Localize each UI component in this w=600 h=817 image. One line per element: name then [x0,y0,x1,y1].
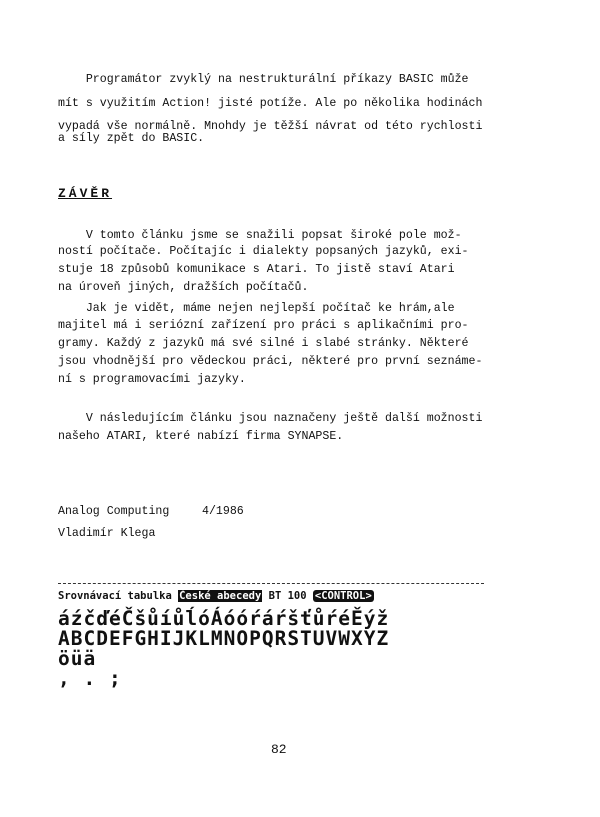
source-magazine: Analog Computing [58,505,170,518]
paragraph-3-line-2: majitel má i seriózní zařízení pro práci s aplikačními pro- [58,319,469,332]
paragraph-3-line-4: jsou vhodnější pro vědeckou práci, některé pro první seznáme- [58,355,483,368]
paragraph-4-line-1: V následujícím článku jsou naznačeny ještě další možnosti [58,412,483,425]
paragraph-1-line-1: Programátor zvyklý na nestrukturální příkazy BASIC může [58,73,469,86]
glyph-row-umlauts: öüä [58,647,97,670]
paragraph-1-line-2: mít s využitím Action! jisté potíže. Ale po několika hodinách [58,97,483,110]
source-author: Vladimír Klega [58,527,156,540]
paragraph-2-line-4: na úroveň jiných, dražších počítačů. [58,281,309,294]
paragraph-3-line-5: ní s programovacími jazyky. [58,373,246,386]
glyph-row-uppercase: ABCDEFGHIJKLMNOPQRSTUVWXYZ [58,627,390,650]
table-caption-inverse: České abecedy [179,590,262,602]
paragraph-4-line-2: našeho ATARI, které nabízí firma SYNAPSE. [58,430,344,443]
control-key-badge: <CONTROL> [314,590,372,602]
source-issue: 4/1986 [202,505,244,518]
paragraph-1-line-4: a síly zpět do BASIC. [58,132,205,145]
table-caption-mid: BT 100 [262,590,313,602]
dashed-separator [58,583,484,584]
paragraph-3-line-1: Jak je vidět, máme nejen nejlepší počítač ke hrám,ale [58,302,455,315]
page-number: 82 [271,742,287,757]
paragraph-1-line-3: vypadá vše normálně. Mnohdy je těžší návrat od této rychlosti [58,120,483,133]
glyph-row-accented: áźčďéČšůíůĺóÁóóŕáŕšťůŕéĚýž [58,607,390,630]
paragraph-2-line-3: stuje 18 způsobů komunikace s Atari. To jistě staví Atari [58,263,455,276]
paragraph-2-line-2: ností počítače. Počítajíc i dialekty popsaných jazyků, exi- [58,245,469,258]
section-heading: ZÁVĚR [58,186,113,201]
paragraph-3-line-3: gramy. Každý z jazyků má své silné i slabé stránky. Některé [58,337,469,350]
table-caption-prefix: Srovnávací tabulka [58,590,179,602]
paragraph-2-line-1: V tomto článku jsme se snažili popsat široké pole mož- [58,229,462,242]
table-caption [58,590,374,602]
glyph-row-punctuation: , . ; [58,667,122,690]
